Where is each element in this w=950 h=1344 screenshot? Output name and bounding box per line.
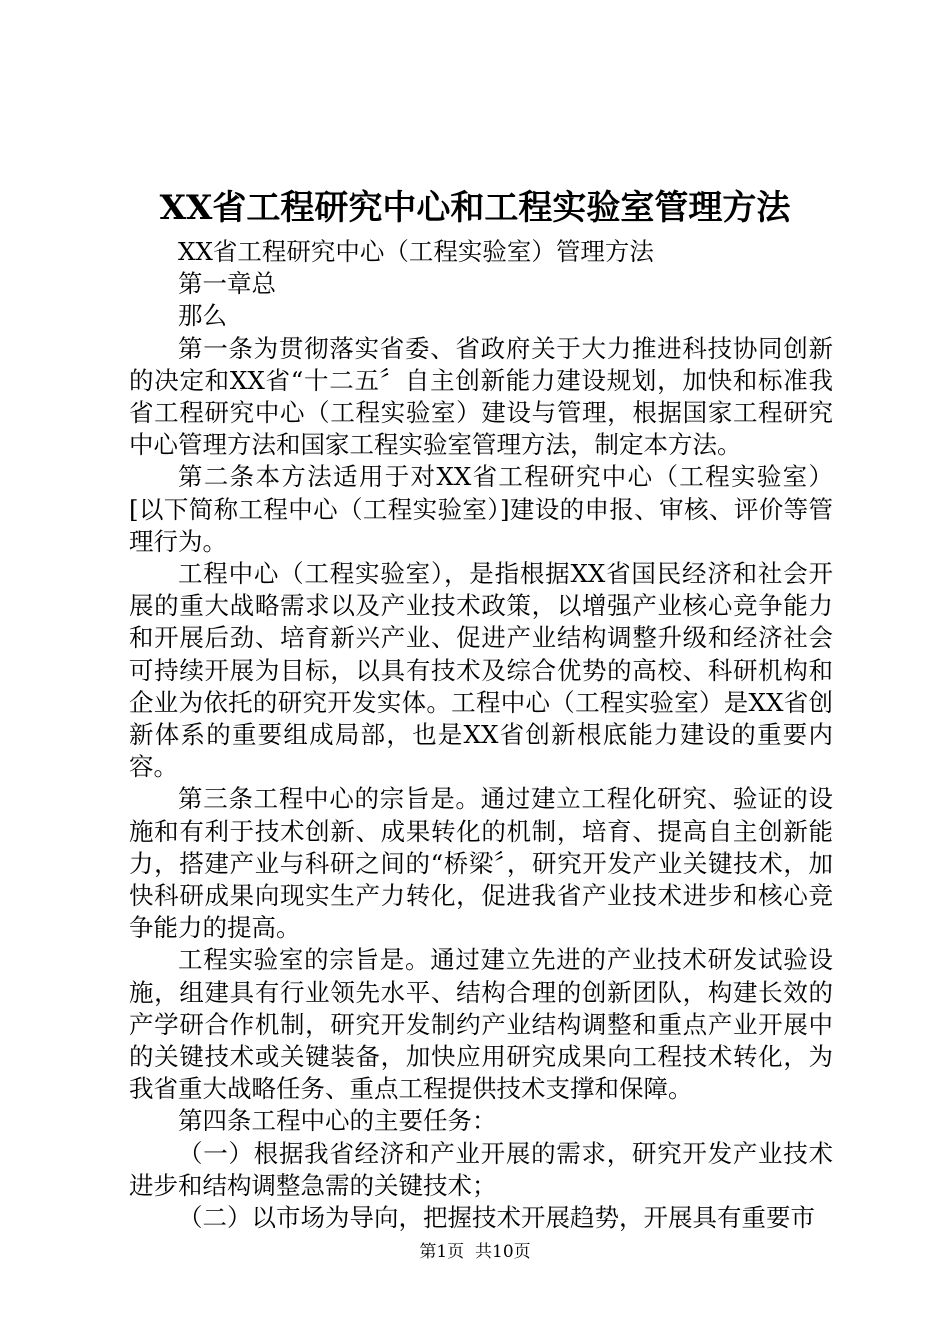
article-4-paragraph: 第四条工程中心的主要任务： bbox=[178, 1106, 497, 1136]
engineering-lab-purpose-paragraph: 工程实验室的宗旨是。通过建立先进的产业技术研发试验设施，组建具有行业领先水平、结构合理的创新团队，构建长效的产学研合作机制，研究开发制约产业结构调整和重点产业开展中的关键技术或关键装备，加快应用研究成果向工程技术转化，为我省重大战略任务、重点工程提供技术支撑和保障。 bbox=[129, 945, 833, 1104]
document-title: XX省工程研究中心和工程实验室管理方法 bbox=[159, 188, 791, 228]
article-1-paragraph: 第一条为贯彻落实省委、省政府关于大力推进科技协同创新的决定和XX省“十二五〞自主创新能力建设规划，加快和标准我省工程研究中心（工程实验室）建设与管理，根据国家工程研究中心管理方法和国家工程实验室管理方法，制定本方法。 bbox=[129, 333, 833, 460]
article-3-paragraph: 第三条工程中心的宗旨是。通过建立工程化研究、验证的设施和有利于技术创新、成果转化的机制，培育、提高自主创新能力，搭建产业与科研之间的“桥梁〞，研究开发产业关键技术，加快科研成果向现实生产力转化，促进我省产业技术进步和核心竞争能力的提高。 bbox=[129, 784, 833, 943]
subtitle-paragraph: XX省工程研究中心（工程实验室）管理方法 bbox=[178, 237, 654, 266]
task-item-1: （一）根据我省经济和产业开展的需求，研究开发产业技术进步和结构调整急需的关键技术； bbox=[129, 1138, 833, 1200]
article-2-paragraph: 第二条本方法适用于对XX省工程研究中心（工程实验室）[以下简称工程中心（工程实验室）]建设的申报、审核、评价等管理行为。 bbox=[129, 462, 833, 556]
chapter-heading: 第一章总 bbox=[178, 269, 276, 299]
page-number: 第1页 bbox=[419, 1242, 465, 1262]
engineering-center-definition-paragraph: 工程中心（工程实验室），是指根据XX省国民经济和社会开展的重大战略需求以及产业技术政策，以增强产业核心竞争能力和开展后劲、培育新兴产业、促进产业结构调整升级和经济社会可持续开展为目标，以具有技术及综合优势的高校、科研机构和企业为依托的研究开发实体。工程中心（工程实验室）是XX省创新体系的重要组成局部，也是XX省创新根底能力建设的重要内容。 bbox=[129, 559, 833, 782]
page-footer bbox=[0, 1240, 950, 1264]
document-body bbox=[129, 236, 833, 1234]
chapter-heading-continued: 那么 bbox=[178, 301, 227, 331]
page-total: 共10页 bbox=[475, 1242, 531, 1262]
task-item-2: （二）以市场为导向，把握技术开展趋势，开展具有重要市 bbox=[178, 1203, 815, 1233]
